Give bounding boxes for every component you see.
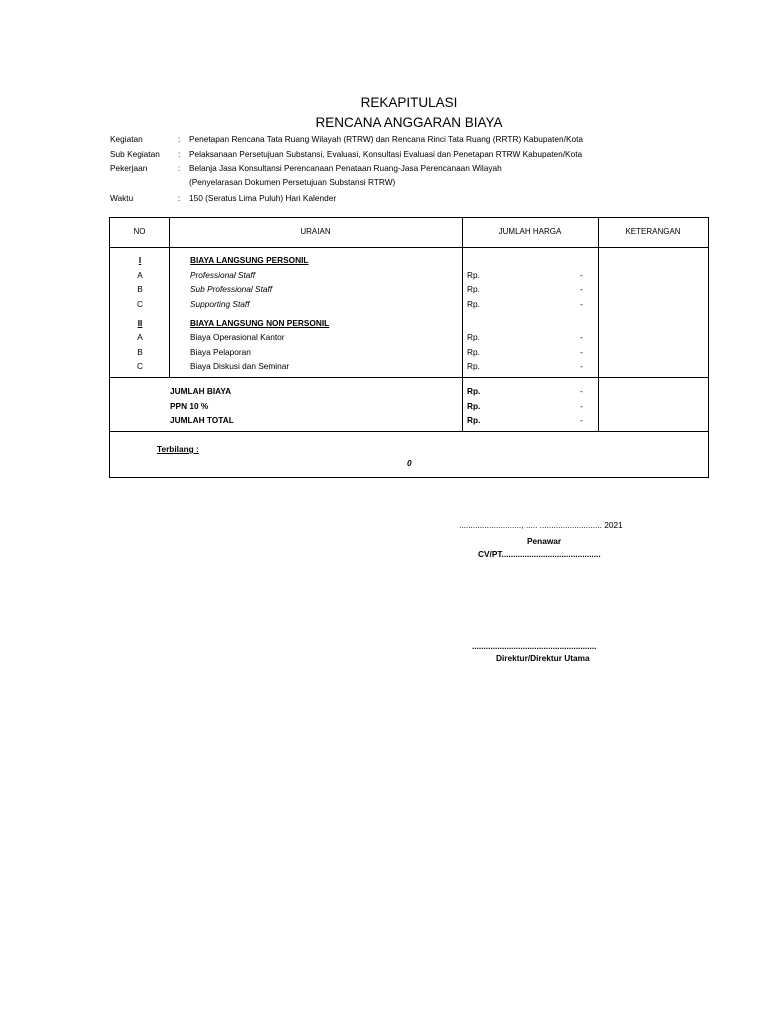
row-amount: - (580, 270, 583, 280)
row-label: Biaya Operasional Kantor (190, 332, 285, 342)
column-divider (462, 218, 463, 432)
header-uraian: URAIAN (300, 227, 331, 236)
signer-title: Direktur/Direktur Utama (496, 653, 590, 663)
row-currency: Rp. (467, 347, 480, 357)
section-number: II (137, 318, 143, 328)
meta-key: Pekerjaan (110, 163, 148, 173)
row-label: Supporting Staff (190, 299, 250, 309)
total-currency: Rp. (467, 401, 481, 411)
row-amount: - (580, 361, 583, 371)
row-divider (110, 377, 708, 378)
section-title: BIAYA LANGSUNG NON PERSONIL (190, 318, 330, 328)
row-currency: Rp. (467, 284, 480, 294)
row-label: Biaya Pelaporan (190, 347, 251, 357)
meta-colon: : (178, 134, 181, 144)
terbilang-label: Terbilang : (157, 444, 199, 454)
row-amount: - (580, 347, 583, 357)
row-divider (110, 431, 708, 432)
meta-value: Penetapan Rencana Tata Ruang Wilayah (RTRW) dan Rencana Rinci Tata Ruang (RRTR) Kabupaten/Kota (189, 134, 584, 144)
row-currency: Rp. (467, 270, 480, 280)
row-label: Professional Staff (190, 270, 256, 280)
meta-colon: : (178, 193, 181, 203)
section-number: I (138, 255, 142, 265)
meta-colon: : (178, 163, 181, 173)
row-label: Sub Professional Staff (190, 284, 273, 294)
signer-role: Penawar (527, 536, 562, 546)
header-jumlah-harga: JUMLAH HARGA (498, 227, 562, 236)
column-divider (598, 218, 599, 432)
row-number: B (137, 284, 143, 294)
document-title-2: RENCANA ANGGARAN BIAYA (315, 115, 503, 130)
row-amount: - (580, 332, 583, 342)
row-currency: Rp. (467, 361, 480, 371)
signer-name-line: ...................................................... (472, 641, 597, 651)
row-number: B (137, 347, 143, 357)
row-amount: - (580, 299, 583, 309)
total-amount: - (580, 401, 583, 411)
total-currency: Rp. (467, 386, 481, 396)
total-currency: Rp. (467, 415, 481, 425)
total-label: JUMLAH BIAYA (170, 386, 232, 396)
meta-colon: : (178, 149, 181, 159)
row-number: A (137, 270, 143, 280)
meta-key: Kegiatan (110, 134, 143, 144)
row-label: Biaya Diskusi dan Seminar (190, 361, 290, 371)
header-keterangan: KETERANGAN (625, 227, 681, 236)
row-number: C (137, 361, 143, 371)
total-label: JUMLAH TOTAL (170, 415, 234, 425)
place-date-line: ..........................., ..... ........................... 2021 (459, 520, 623, 530)
row-divider (110, 247, 708, 248)
meta-key: Waktu (110, 193, 134, 203)
signer-company: CV/PT........................................... (478, 549, 601, 559)
meta-value: Pelaksanaan Persetujuan Substansi, Evaluasi, Konsultasi Evaluasi dan Penetapan RTRW Kabupaten/Kota (189, 149, 583, 159)
row-number: A (137, 332, 143, 342)
terbilang-value: 0 (407, 458, 412, 468)
total-amount: - (580, 386, 583, 396)
meta-value: Belanja Jasa Konsultansi Perencanaan Penataan Ruang-Jasa Perencanaan Wilayah (189, 163, 502, 173)
meta-key: Sub Kegiatan (110, 149, 160, 159)
meta-value-cont: (Penyelarasan Dokumen Persetujuan Substansi RTRW) (189, 177, 396, 187)
section-title: BIAYA LANGSUNG PERSONIL (190, 255, 309, 265)
document-title-1: REKAPITULASI (360, 95, 458, 110)
row-number: C (137, 299, 143, 309)
header-no: NO (133, 227, 146, 236)
row-amount: - (580, 284, 583, 294)
meta-value: 150 (Seratus Lima Puluh) Hari Kalender (189, 193, 337, 203)
total-label: PPN 10 % (170, 401, 209, 411)
total-amount: - (580, 415, 583, 425)
budget-table (109, 217, 709, 478)
row-currency: Rp. (467, 299, 480, 309)
row-currency: Rp. (467, 332, 480, 342)
